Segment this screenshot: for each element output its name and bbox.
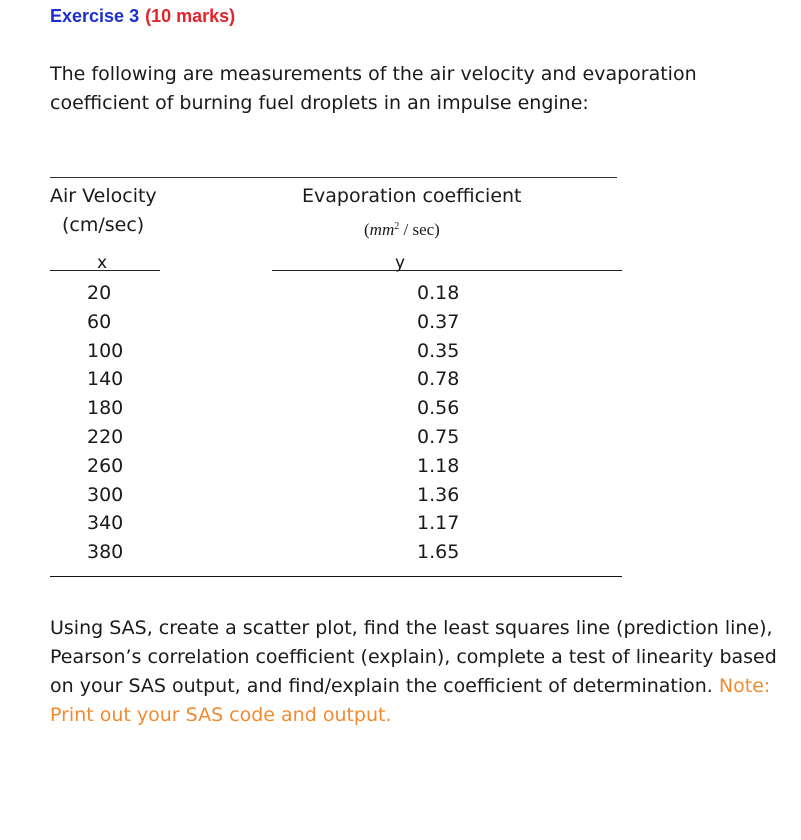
table-row	[50, 279, 622, 308]
x-cell: 20	[87, 282, 112, 304]
y-cell: 1.18	[417, 454, 460, 477]
instructions-text: Using SAS, create a scatter plot, find the least squares line (prediction line), Pearson’s correlation coefficient (explain), complete a test of linearity based on your SAS output, and find/explain the coefficient of determination.	[50, 617, 777, 697]
x-cell: 180	[87, 397, 124, 420]
exercise-marks: (10 marks)	[145, 6, 236, 26]
y-units-exponent: 2	[394, 221, 400, 232]
table-top-rule	[50, 177, 617, 178]
instructions-paragraph	[50, 614, 795, 730]
y-variable: y	[395, 253, 406, 273]
y-cell: 0.78	[417, 368, 460, 391]
table-row	[50, 538, 622, 567]
y-cell: 1.65	[417, 541, 460, 564]
y-cell: 0.56	[417, 397, 460, 420]
variable-rule-left	[50, 270, 160, 271]
x-cell: 60	[87, 310, 112, 333]
y-cell: 0.35	[417, 339, 460, 362]
y-cell: 0.75	[417, 425, 460, 448]
table-row	[50, 308, 622, 337]
y-cell: 1.17	[417, 512, 460, 535]
table-row	[50, 394, 622, 423]
x-cell: 260	[87, 454, 124, 477]
data-table-body	[50, 279, 622, 567]
y-header-units: $(mm^2 / \sec)$	[364, 220, 440, 239]
x-cell: 100	[87, 339, 124, 362]
table-row	[50, 337, 622, 366]
x-cell: 380	[87, 541, 124, 564]
variable-rule-right	[272, 270, 622, 271]
x-cell: 220	[87, 425, 124, 448]
y-units-rest: / sec	[399, 220, 435, 239]
exercise-title: Exercise 3	[50, 6, 140, 26]
x-cell: 340	[87, 512, 124, 535]
table-row	[50, 481, 622, 510]
x-header-line1: Air Velocity	[50, 185, 157, 207]
table-row	[50, 365, 622, 394]
x-cell: 300	[87, 483, 124, 506]
y-units-base: mm	[369, 220, 395, 239]
table-row	[50, 452, 622, 481]
table-row	[50, 509, 622, 538]
y-cell: 0.18	[417, 282, 460, 304]
y-cell: 1.36	[417, 483, 460, 506]
instructions-note: Note: Print out your SAS code and output.	[50, 675, 771, 726]
table-bottom-rule	[50, 576, 622, 577]
x-cell: 140	[87, 368, 124, 391]
x-header-line2: (cm/sec)	[62, 214, 145, 236]
x-variable: x	[97, 253, 108, 273]
exercise-heading	[50, 6, 235, 27]
y-header-line1: Evaporation coefficient	[302, 185, 522, 207]
table-row	[50, 423, 622, 452]
intro-paragraph: The following are measurements of the air velocity and evaporation coefficient of burning fuel droplets in an impulse engine:	[50, 63, 697, 114]
y-cell: 0.37	[417, 310, 460, 333]
